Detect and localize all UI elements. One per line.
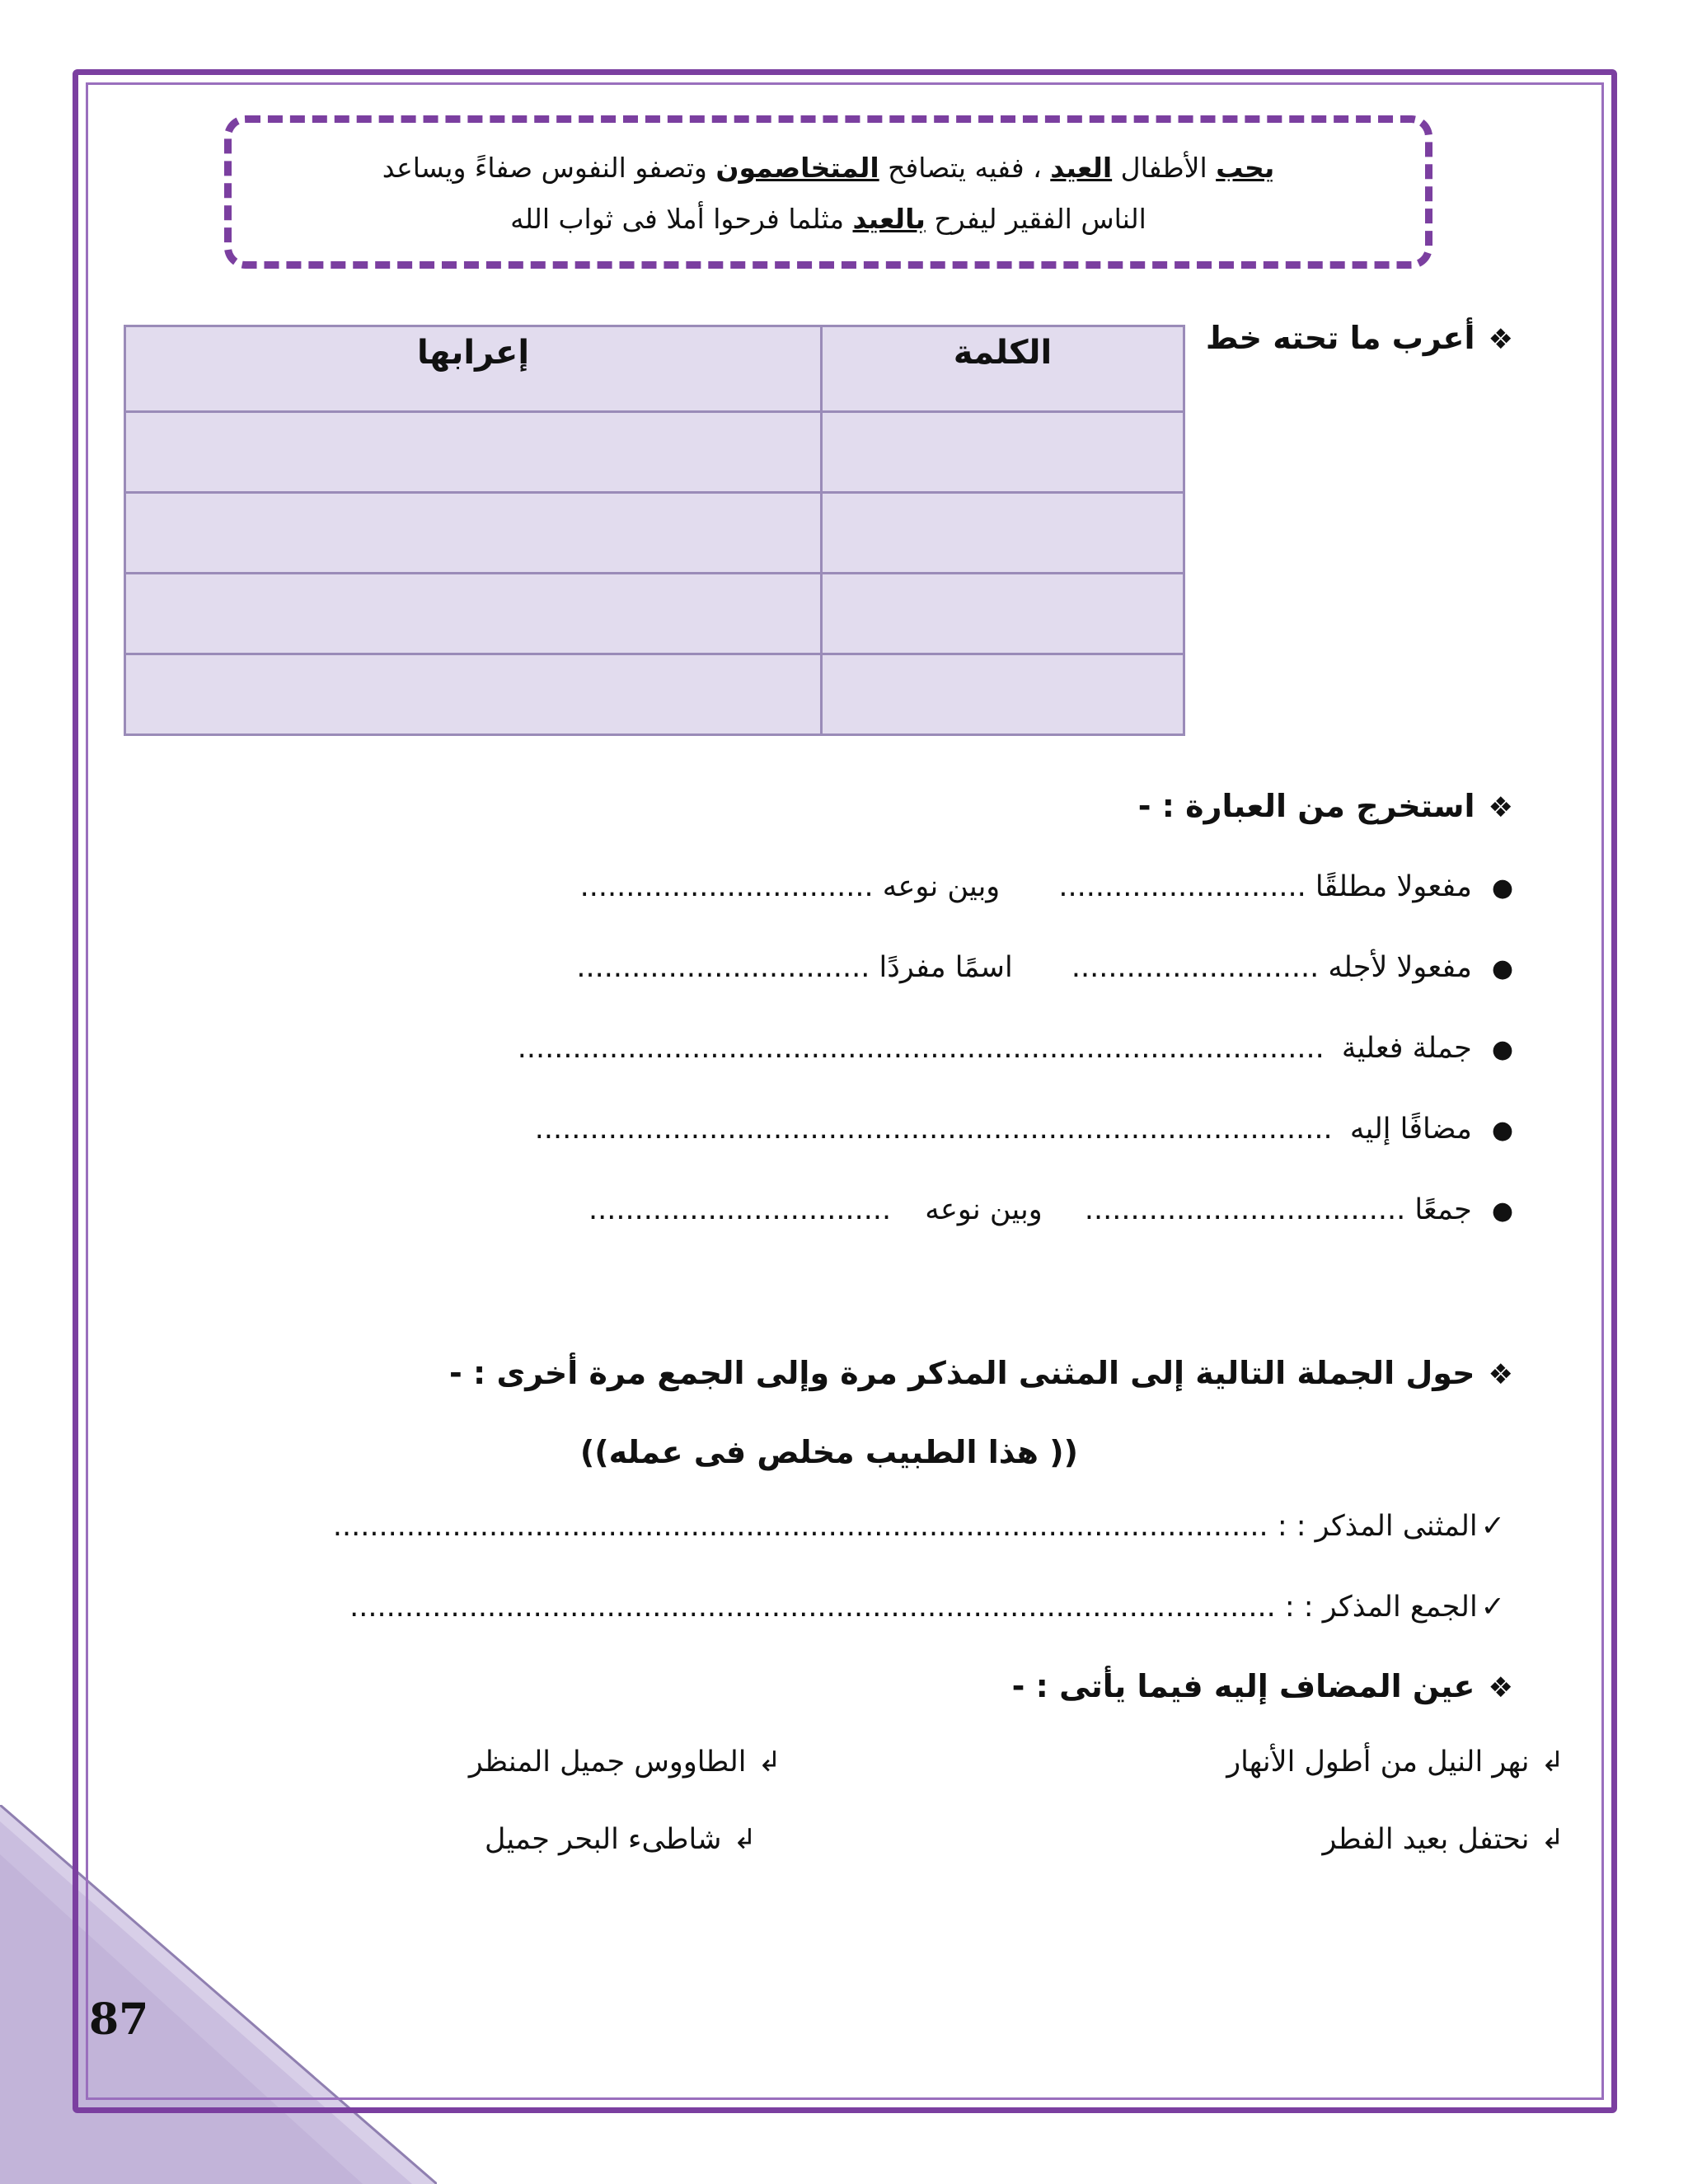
list-item: [485, 1823, 757, 1856]
target-sentence: (( هذا الطبيب مخلص فى عمله)): [579, 1434, 1078, 1470]
bullet-icon: ●: [1491, 1197, 1513, 1226]
answer-cell[interactable]: [822, 574, 1184, 654]
item-label: مفعولا لأجله: [1328, 951, 1472, 984]
table-header-row: [125, 326, 1184, 412]
item-label: مضافًا إليه: [1349, 1113, 1472, 1146]
list-item: [518, 1032, 1513, 1065]
passage-text: الناس الفقير ليفرح: [925, 203, 1146, 235]
bullet-icon: ●: [1491, 954, 1513, 983]
dual-answer-line: [333, 1510, 1505, 1543]
question-4-title: [1012, 1668, 1513, 1704]
list-item: [469, 1746, 781, 1779]
table-row: [125, 654, 1184, 735]
bullet-icon: ●: [1491, 874, 1513, 902]
plural-answer-line: [349, 1591, 1505, 1624]
item-label: المثنى المذكر : :: [1277, 1510, 1478, 1543]
answer-blank[interactable]: .................................: [588, 1193, 892, 1226]
list-item: [588, 1193, 1513, 1226]
list-item: [1226, 1746, 1564, 1779]
answer-cell[interactable]: [822, 412, 1184, 493]
bullet-icon: ●: [1491, 1116, 1513, 1145]
list-item: [576, 951, 1513, 984]
item-label: الجمع المذكر : :: [1284, 1591, 1478, 1624]
answer-blank[interactable]: ........................................................................................: [517, 1032, 1325, 1065]
diamond-icon: ❖: [1488, 323, 1513, 356]
check-icon: ✓: [1480, 1510, 1505, 1543]
diamond-icon: ❖: [1488, 791, 1513, 824]
bullet-icon: ●: [1491, 1035, 1513, 1064]
item-sentence: نهر النيل من أطول الأنهار: [1226, 1746, 1530, 1779]
passage-text: وتصفو النفوس صفاءً ويساعد: [382, 152, 716, 184]
answer-blank[interactable]: ...........................: [1058, 870, 1306, 903]
answer-blank[interactable]: .......................................................................................: [534, 1113, 1333, 1146]
column-header-irab: إعرابها: [125, 326, 822, 412]
answer-blank[interactable]: ................................: [576, 951, 870, 984]
list-item: [580, 870, 1513, 903]
answer-blank[interactable]: ...........................: [1071, 951, 1320, 984]
answer-cell[interactable]: [125, 574, 822, 654]
check-icon: ✓: [1480, 1591, 1505, 1624]
question-1-title: [1206, 320, 1513, 356]
question-text: أعرب ما تحته خط: [1205, 320, 1475, 356]
column-header-word: الكلمة: [822, 326, 1184, 412]
item-label: اسمًا مفردًا: [879, 951, 1013, 984]
item-label: وبين نوعه: [925, 1193, 1043, 1226]
irab-table: [124, 325, 1185, 736]
page-number: 87: [89, 1994, 149, 2045]
table-row: [125, 493, 1184, 574]
return-arrow-icon: ↲: [1540, 1823, 1564, 1856]
list-item: [535, 1113, 1513, 1146]
answer-cell[interactable]: [125, 493, 822, 574]
underlined-word: العيد: [1050, 152, 1113, 184]
question-text: استخرج من العبارة : -: [1137, 788, 1475, 824]
underlined-word: المتخاصمون: [715, 152, 879, 184]
table-row: [125, 412, 1184, 493]
item-label: وبين نوعه: [882, 870, 1001, 903]
answer-blank[interactable]: ......................................................................................................: [332, 1510, 1268, 1543]
item-sentence: شاطىء البحر جميل: [484, 1823, 722, 1856]
question-2-title: [1138, 788, 1513, 824]
item-sentence: نحتفل بعيد الفطر: [1322, 1823, 1530, 1856]
answer-blank[interactable]: .....................................................................................................: [349, 1591, 1276, 1624]
item-label: جملة فعلية: [1341, 1032, 1472, 1065]
question-text: عين المضاف إليه فيما يأتى : -: [1011, 1668, 1475, 1704]
answer-blank[interactable]: ...................................: [1084, 1193, 1406, 1226]
item-label: مفعولا مطلقًا: [1315, 870, 1472, 903]
item-label: جمعًا: [1414, 1193, 1472, 1226]
question-text: حول الجملة التالية إلى المثنى المذكر مرة وإلى الجمع مرة أخرى : -: [449, 1355, 1475, 1391]
passage-text: مثلما فرحوا أملا فى ثواب الله: [510, 203, 853, 235]
passage-line-1: [273, 143, 1384, 194]
answer-cell[interactable]: [125, 654, 822, 735]
passage-box: [224, 115, 1432, 269]
underlined-word: بالعيد: [852, 203, 926, 235]
answer-cell[interactable]: [822, 654, 1184, 735]
answer-blank[interactable]: ................................: [579, 870, 874, 903]
item-sentence: الطاووس جميل المنظر: [468, 1746, 747, 1779]
return-arrow-icon: ↲: [733, 1823, 757, 1856]
list-item: [1322, 1823, 1564, 1856]
table-row: [125, 574, 1184, 654]
question-3-title: [449, 1355, 1513, 1391]
passage-text: الأطفال: [1112, 152, 1217, 184]
passage-line-2: [273, 194, 1384, 245]
answer-cell[interactable]: [822, 493, 1184, 574]
diamond-icon: ❖: [1488, 1671, 1513, 1704]
passage-text: ، ففيه يتصافح: [879, 152, 1051, 184]
return-arrow-icon: ↲: [1540, 1746, 1564, 1779]
return-arrow-icon: ↲: [757, 1746, 781, 1779]
answer-cell[interactable]: [125, 412, 822, 493]
underlined-word: يحب: [1216, 152, 1275, 184]
diamond-icon: ❖: [1488, 1358, 1513, 1391]
